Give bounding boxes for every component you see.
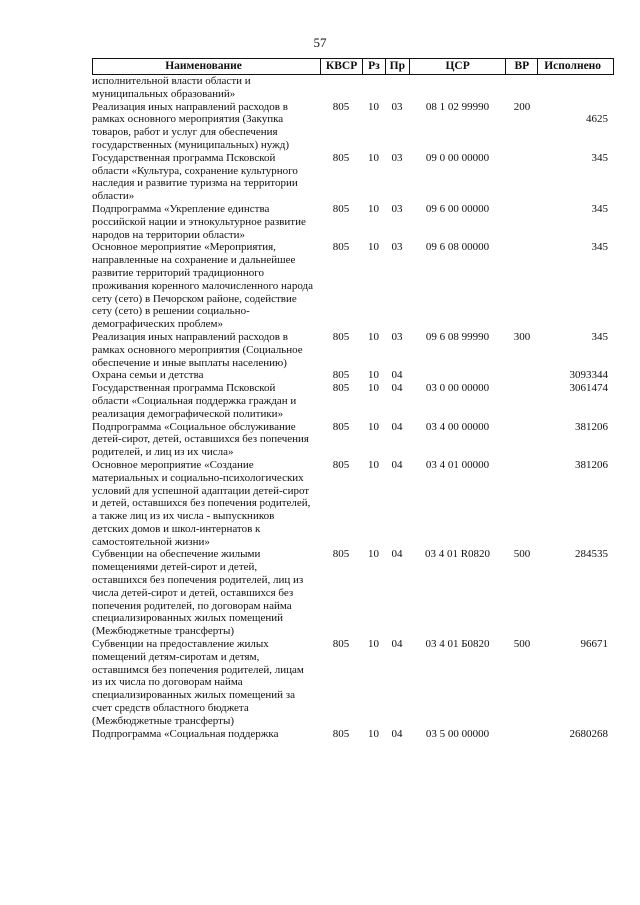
cell-csr: 03 4 00 00000 [425,420,490,433]
table-body [92,75,614,740]
cell-kvsr: 805 [332,202,350,215]
cell-sum: 345 [591,151,608,164]
cell-pr: 04 [391,548,403,561]
cell-pr: 04 [391,727,403,740]
cell-rz: 10 [368,369,379,382]
cell-name: Охрана семьи и детства [92,369,204,382]
cell-sum: 2680268 [569,727,608,740]
cell-csr: 03 4 01 00000 [425,458,490,471]
cell-sum: 3093344 [569,369,608,382]
table-row [92,152,614,203]
cell-pr: 04 [391,638,403,651]
cell-rz: 10 [368,548,379,561]
cell-sum: 3061474 [569,382,608,395]
cell-vr [506,421,538,459]
cell-csr: 08 1 02 99990 [425,100,490,113]
header-sum: Исполнено [537,59,613,74]
cell-kvsr: 805 [332,638,350,651]
cell-name: Реализация иных направлений расходов в рамках основного мероприятия (Социальное обеспечение и иные выплаты населению) [92,330,303,369]
table-row [92,101,614,152]
cell-name: Основное мероприятие «Мероприятия, направленные на сохранение и дальнейшее развитие территорий традиционного проживания коренного малочисленного народа сету (сето) в Печорском районе, содействие сету (сето) в решении социально-демографических проблем» [92,241,313,331]
table-row [92,241,614,331]
cell-vr: 500 [513,638,531,651]
cell-sum: 4625 [586,113,608,126]
cell-kvsr: 805 [332,382,350,395]
cell-name: Субвенции на предоставление жилых помещений детям-сиротам и детям, оставшимся без попечения родителей, лицам из их числа по договорам найма специализированных жилых помещений за счет средств областного бюджета (Межбюджетные трансферты) [92,638,304,727]
cell-vr: 200 [513,100,531,113]
cell-pr: 04 [391,458,403,471]
cell-sum [538,75,614,101]
cell-pr: 04 [391,382,403,395]
cell-kvsr: 805 [332,330,350,343]
cell-kvsr: 805 [332,241,350,254]
page-number: 57 [313,35,327,50]
cell-name: Субвенции на обеспечение жилыми помещениями детей-сирот и детей, оставшихся без попечения родителей, лиц из числа детей-сирот и детей, оставшихся без попечения родителей, по договорам найма специализированных жилых помещений (Межбюджетные трансферты) [92,548,304,638]
table-row [92,382,614,420]
cell-vr [506,728,538,741]
table-row [92,369,614,382]
header-csr: ЦСР [409,59,506,74]
table-row [92,421,614,459]
header-vr: ВР [505,59,537,74]
cell-rz [362,75,385,101]
header-name: Наименование [165,60,242,72]
cell-vr [506,152,538,203]
cell-sum: 345 [591,330,608,343]
cell-sum: 345 [591,202,608,215]
table-row [92,638,614,728]
cell-kvsr: 805 [332,727,350,740]
header-kvsr: КВСР [320,59,362,74]
cell-sum: 381206 [575,458,608,471]
table-row [92,75,614,101]
cell-kvsr: 805 [332,151,350,164]
cell-rz: 10 [368,382,379,395]
cell-pr: 03 [391,100,403,113]
header-rz: Рз [362,59,385,74]
table-row [92,459,614,549]
cell-csr: 03 4 01 Б0820 [425,638,490,651]
budget-table [92,58,614,740]
cell-sum: 284535 [575,548,608,561]
cell-sum: 381206 [575,420,608,433]
cell-pr [385,75,409,101]
cell-vr [506,382,538,420]
cell-name: Подпрограмма «Социальная поддержка [92,727,279,740]
cell-kvsr: 805 [332,548,350,561]
table-header [92,58,614,75]
cell-sum: 96671 [580,638,608,651]
cell-name: Государственная программа Псковской области «Социальная поддержка граждан и реализация демографической политики» [92,382,297,420]
cell-vr: 300 [513,330,531,343]
cell-kvsr: 805 [332,420,350,433]
cell-vr [506,75,538,101]
cell-kvsr: 805 [332,100,350,113]
cell-sum: 345 [591,241,608,254]
cell-csr: 09 0 00 00000 [425,151,490,164]
cell-pr: 03 [391,151,403,164]
cell-vr [506,241,538,331]
header-pr: Пр [385,59,409,74]
cell-csr: 09 6 08 99990 [425,330,490,343]
cell-pr: 03 [391,241,403,254]
cell-rz: 10 [368,638,379,651]
cell-csr [409,369,506,382]
cell-name: исполнительной власти области и муниципальных образований» [92,75,251,100]
cell-kvsr [320,75,362,101]
cell-csr: 09 6 00 00000 [425,202,490,215]
cell-pr: 04 [391,420,403,433]
cell-rz: 10 [368,420,379,433]
cell-csr: 03 5 00 00000 [425,727,490,740]
cell-csr [409,75,506,101]
cell-rz: 10 [368,202,379,215]
table-row [92,203,614,241]
cell-vr: 500 [513,548,531,561]
cell-kvsr: 805 [332,369,350,382]
cell-kvsr: 805 [332,458,350,471]
cell-vr [506,369,538,382]
cell-vr [506,459,538,549]
cell-name: Подпрограмма «Социальное обслуживание детей-сирот, детей, оставшихся без попечения родителей, и лиц из их числа» [92,420,309,459]
cell-csr: 09 6 08 00000 [425,241,490,254]
cell-name: Подпрограмма «Укрепление единства российской нации и этнокультурное развитие народов на территории области» [92,202,306,241]
cell-pr: 04 [391,369,403,382]
cell-rz: 10 [368,458,379,471]
cell-rz: 10 [368,100,379,113]
table-row [92,548,614,638]
cell-pr: 03 [391,330,403,343]
cell-name: Реализация иных направлений расходов в рамках основного мероприятия (Закупка товаров, работ и услуг для обеспечения государственных (муниципальных) нужд) [92,100,289,151]
cell-vr [506,203,538,241]
cell-rz: 10 [368,151,379,164]
table-row [92,728,614,741]
cell-pr: 03 [391,202,403,215]
cell-rz: 10 [368,241,379,254]
cell-rz: 10 [368,727,379,740]
cell-name: Основное мероприятие «Создание материальных и социально-психологических условий для успешной адаптации детей-сирот и детей, оставшихся без попечения родителей, а также лиц из их числа - выпускников детских домов и школ-интернатов к самостоятельной жизни» [92,458,311,548]
cell-name: Государственная программа Псковской области «Культура, сохранение культурного наследия и развитие туризма на территории области» [92,151,298,203]
cell-csr: 03 0 00 00000 [425,382,490,395]
cell-rz: 10 [368,330,379,343]
cell-csr: 03 4 01 R0820 [424,548,491,561]
table-row [92,331,614,369]
